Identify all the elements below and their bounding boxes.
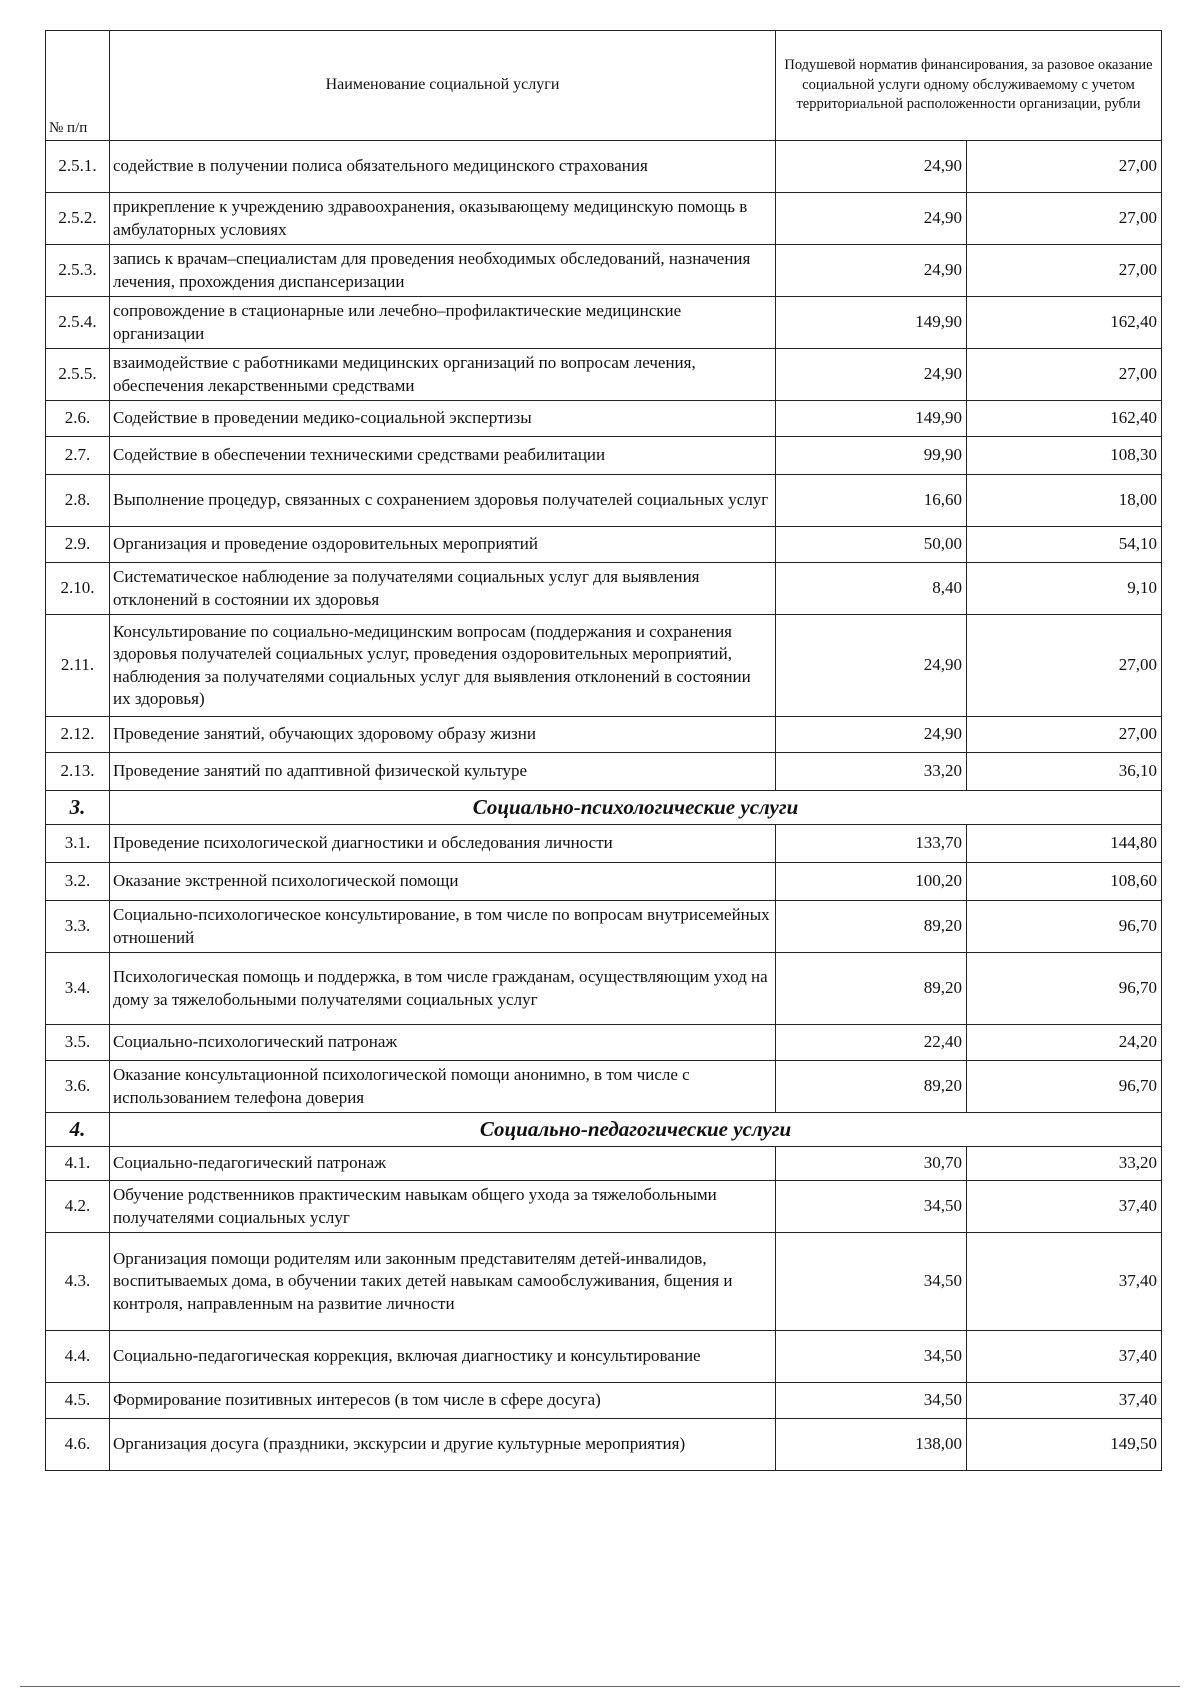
norm-value-1: 22,40 (776, 1025, 967, 1061)
norm-value-1: 34,50 (776, 1331, 967, 1383)
table-row (46, 1383, 1162, 1419)
table-row (46, 527, 1162, 563)
table-row (46, 863, 1162, 901)
norm-value-1: 33,20 (776, 753, 967, 791)
norm-value-1: 138,00 (776, 1419, 967, 1471)
service-name: Систематическое наблюдение за получателями социальных услуг для выявления отклонений в состоянии их здоровья (110, 563, 776, 615)
norm-value-2: 96,70 (967, 953, 1162, 1025)
row-number: 2.8. (46, 475, 110, 527)
service-name: Социально-педагогическая коррекция, включая диагностику и консультирование (110, 1331, 776, 1383)
row-number: 2.9. (46, 527, 110, 563)
table-row (46, 1331, 1162, 1383)
service-name: Формирование позитивных интересов (в том числе в сфере досуга) (110, 1383, 776, 1419)
row-number: 2.5.2. (46, 193, 110, 245)
row-number: 3.3. (46, 901, 110, 953)
section-row (46, 791, 1162, 825)
service-name: взаимодействие с работниками медицинских организаций по вопросам лечения, обеспечения лекарственными средствами (110, 349, 776, 401)
row-number: 2.11. (46, 615, 110, 717)
row-number: 4.4. (46, 1331, 110, 1383)
service-name: Оказание экстренной психологической помощи (110, 863, 776, 901)
services-table (45, 30, 1162, 1471)
row-number: 2.10. (46, 563, 110, 615)
norm-value-2: 37,40 (967, 1233, 1162, 1331)
service-name: Социально-педагогический патронаж (110, 1147, 776, 1181)
norm-value-1: 24,90 (776, 717, 967, 753)
table-row (46, 349, 1162, 401)
norm-value-2: 54,10 (967, 527, 1162, 563)
row-number: 3.1. (46, 825, 110, 863)
service-name: прикрепление к учреждению здравоохранения, оказывающему медицинскую помощь в амбулаторных условиях (110, 193, 776, 245)
norm-value-2: 108,60 (967, 863, 1162, 901)
norm-value-2: 27,00 (967, 193, 1162, 245)
row-number: 2.7. (46, 437, 110, 475)
norm-value-1: 149,90 (776, 297, 967, 349)
table-row (46, 1181, 1162, 1233)
table-row (46, 717, 1162, 753)
norm-value-2: 27,00 (967, 615, 1162, 717)
norm-value-2: 144,80 (967, 825, 1162, 863)
norm-value-1: 89,20 (776, 901, 967, 953)
norm-value-2: 36,10 (967, 753, 1162, 791)
header-funding-norm: Подушевой норматив финансирования, за разовое оказание социальной услуги одному обслуживаемому с учетом территориальной расположенности организации, рубли (776, 31, 1162, 141)
section-number: 3. (46, 791, 110, 825)
norm-value-2: 27,00 (967, 245, 1162, 297)
service-name: Психологическая помощь и поддержка, в том числе гражданам, осуществляющим уход на дому за тяжелобольными получателями социальных услуг (110, 953, 776, 1025)
row-number: 2.12. (46, 717, 110, 753)
norm-value-2: 37,40 (967, 1181, 1162, 1233)
row-number: 4.1. (46, 1147, 110, 1181)
norm-value-2: 96,70 (967, 901, 1162, 953)
service-name: Оказание консультационной психологической помощи анонимно, в том числе с использованием телефона доверия (110, 1061, 776, 1113)
row-number: 4.2. (46, 1181, 110, 1233)
row-number: 3.6. (46, 1061, 110, 1113)
service-name: Социально-психологический патронаж (110, 1025, 776, 1061)
table-row (46, 401, 1162, 437)
row-number: 2.5.3. (46, 245, 110, 297)
norm-value-1: 24,90 (776, 349, 967, 401)
service-name: запись к врачам–специалистам для проведения необходимых обследований, назначения лечения, прохождения диспансеризации (110, 245, 776, 297)
norm-value-1: 24,90 (776, 141, 967, 193)
norm-value-1: 89,20 (776, 953, 967, 1025)
norm-value-1: 149,90 (776, 401, 967, 437)
header-number: № п/п (46, 31, 110, 141)
table-row (46, 1233, 1162, 1331)
norm-value-2: 162,40 (967, 401, 1162, 437)
row-number: 3.2. (46, 863, 110, 901)
norm-value-2: 37,40 (967, 1383, 1162, 1419)
row-number: 2.13. (46, 753, 110, 791)
norm-value-1: 8,40 (776, 563, 967, 615)
table-row (46, 1419, 1162, 1471)
table-row (46, 1061, 1162, 1113)
norm-value-2: 9,10 (967, 563, 1162, 615)
norm-value-1: 34,50 (776, 1233, 967, 1331)
service-name: Социально-психологическое консультирование, в том числе по вопросам внутрисемейных отношений (110, 901, 776, 953)
table-row (46, 141, 1162, 193)
norm-value-2: 27,00 (967, 349, 1162, 401)
norm-value-1: 99,90 (776, 437, 967, 475)
service-name: Проведение психологической диагностики и обследования личности (110, 825, 776, 863)
norm-value-1: 100,20 (776, 863, 967, 901)
norm-value-2: 96,70 (967, 1061, 1162, 1113)
service-name: Организация и проведение оздоровительных мероприятий (110, 527, 776, 563)
row-number: 4.6. (46, 1419, 110, 1471)
table-row (46, 563, 1162, 615)
table-row (46, 825, 1162, 863)
table-body (46, 141, 1162, 1471)
table-row (46, 475, 1162, 527)
table-row (46, 1147, 1162, 1181)
norm-value-2: 149,50 (967, 1419, 1162, 1471)
service-name: Выполнение процедур, связанных с сохранением здоровья получателей социальных услуг (110, 475, 776, 527)
row-number: 4.5. (46, 1383, 110, 1419)
norm-value-2: 24,20 (967, 1025, 1162, 1061)
norm-value-1: 30,70 (776, 1147, 967, 1181)
service-name: сопровождение в стационарные или лечебно–профилактические медицинские организации (110, 297, 776, 349)
table-row (46, 1025, 1162, 1061)
norm-value-2: 27,00 (967, 717, 1162, 753)
norm-value-2: 162,40 (967, 297, 1162, 349)
table-row (46, 753, 1162, 791)
service-name: Содействие в проведении медико-социальной экспертизы (110, 401, 776, 437)
section-title: Социально-психологические услуги (110, 791, 1162, 825)
norm-value-1: 24,90 (776, 245, 967, 297)
norm-value-1: 34,50 (776, 1181, 967, 1233)
norm-value-2: 33,20 (967, 1147, 1162, 1181)
row-number: 2.6. (46, 401, 110, 437)
row-number: 3.5. (46, 1025, 110, 1061)
norm-value-1: 89,20 (776, 1061, 967, 1113)
row-number: 2.5.1. (46, 141, 110, 193)
bottom-rule (20, 1686, 1180, 1687)
section-title: Социально-педагогические услуги (110, 1113, 1162, 1147)
row-number: 2.5.4. (46, 297, 110, 349)
service-name: Содействие в обеспечении техническими средствами реабилитации (110, 437, 776, 475)
norm-value-1: 24,90 (776, 193, 967, 245)
table-row (46, 901, 1162, 953)
service-name: Организация помощи родителям или законным представителям детей-инвалидов, воспитываемых дома, в обучении таких детей навыкам самообслуживания, бщения и контроля, направленным на развитие личности (110, 1233, 776, 1331)
service-name: Консультирование по социально-медицинским вопросам (поддержания и сохранения здоровья получателей социальных услуг, проведения оздоровительных мероприятий, наблюдения за получателями социальных услуг для выявления отклонений в состоянии их здоровья) (110, 615, 776, 717)
norm-value-1: 50,00 (776, 527, 967, 563)
norm-value-1: 16,60 (776, 475, 967, 527)
table-row (46, 953, 1162, 1025)
norm-value-1: 24,90 (776, 615, 967, 717)
norm-value-1: 34,50 (776, 1383, 967, 1419)
table-row (46, 437, 1162, 475)
service-name: Обучение родственников практическим навыкам общего ухода за тяжелобольными получателями социальных услуг (110, 1181, 776, 1233)
table-row (46, 245, 1162, 297)
table-row (46, 297, 1162, 349)
table-row (46, 615, 1162, 717)
header-row (46, 31, 1162, 141)
service-name: содействие в получении полиса обязательного медицинского страхования (110, 141, 776, 193)
header-service-name: Наименование социальной услуги (110, 31, 776, 141)
norm-value-2: 37,40 (967, 1331, 1162, 1383)
norm-value-2: 18,00 (967, 475, 1162, 527)
row-number: 3.4. (46, 953, 110, 1025)
norm-value-2: 108,30 (967, 437, 1162, 475)
row-number: 2.5.5. (46, 349, 110, 401)
service-name: Проведение занятий по адаптивной физической культуре (110, 753, 776, 791)
section-number: 4. (46, 1113, 110, 1147)
section-row (46, 1113, 1162, 1147)
row-number: 4.3. (46, 1233, 110, 1331)
norm-value-1: 133,70 (776, 825, 967, 863)
norm-value-2: 27,00 (967, 141, 1162, 193)
service-name: Организация досуга (праздники, экскурсии и другие культурные мероприятия) (110, 1419, 776, 1471)
service-name: Проведение занятий, обучающих здоровому образу жизни (110, 717, 776, 753)
table-row (46, 193, 1162, 245)
